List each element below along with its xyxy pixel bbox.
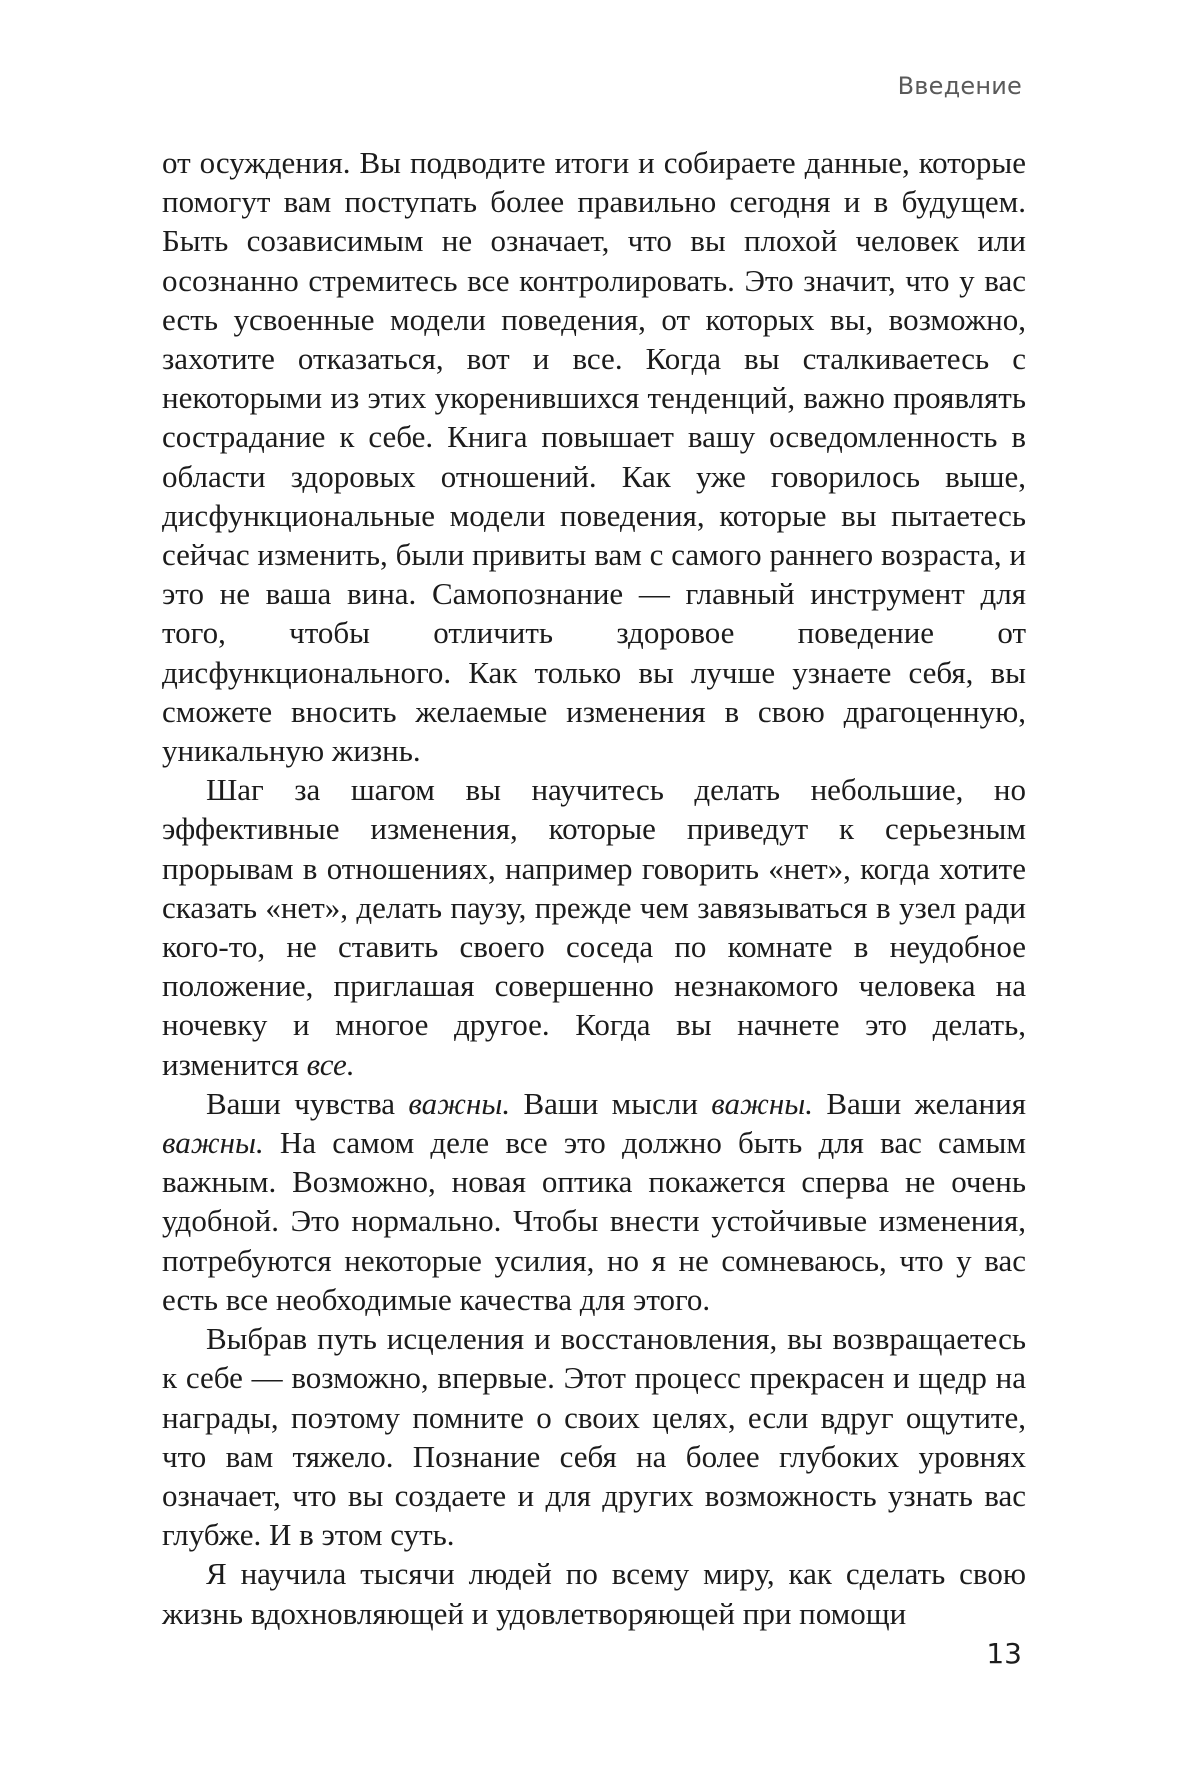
paragraph-2-emphasis: все. [306,1046,355,1082]
paragraph-3-emphasis-3: важны. [162,1125,264,1161]
paragraph-4: Выбрав путь исцеления и восстановления, вы возвращаетесь к себе — возможно, впервые. Этот процесс прекрасен и щедр на награды, поэтому помните о своих целях, если вдруг ощутите, что вам тяжело. Познание себя на более глубоких уровнях означает, что вы создаете и для других возможность узнать вас глубже. И в этом суть. [162,1321,1026,1553]
paragraph-5: Я научила тысячи людей по всему миру, как сделать свою жизнь вдохновляющей и удовлетворяющей при помощи [162,1556,1026,1631]
paragraph-3-part-2: Ваши мысли [510,1085,712,1121]
paragraph-3-emphasis-2: важны. [711,1085,813,1121]
paragraph-3-emphasis-1: важны. [408,1085,511,1121]
paragraph-3-part-3: Ваши желания [813,1085,1026,1121]
paragraph-2 [162,770,1026,1084]
running-header: Введение [897,72,1022,100]
paragraph-3-part-1: Ваши чувства [206,1085,409,1121]
body-text [162,143,1026,1633]
page-number: 13 [986,1637,1022,1670]
paragraph-3-part-4: На самом деле все это должно быть для вас самым важным. Возможно, новая оптика покажется сперва не очень удобной. Это нормально. Чтобы внести устойчивые изменения, потребуются некоторые усилия, но я не сомневаюсь, что у вас есть все необходимые качества для этого. [162,1125,1026,1317]
paragraph-1: от осуждения. Вы подводите итоги и собираете данные, которые помогут вам поступать более правильно сегодня и в будущем. Быть созависимым не означает, что вы плохой человек или осознанно стремитесь все контролировать. Это значит, что у вас есть усвоенные модели поведения, от которых вы, возможно, захотите отказаться, вот и все. Когда вы сталкиваетесь с некоторыми из этих укоренившихся тенденций, важно проявлять сострадание к себе. Книга повышает вашу осведомленность в области здоровых отношений. Как уже говорилось выше, дисфункциональные модели поведения, которые вы пытаетесь сейчас изменить, были привиты вам с самого раннего возраста, и это не ваша вина. Самопознание — главный инструмент для того, чтобы отличить здоровое поведение от дисфункционального. Как только вы лучше узнаете себя, вы сможете вносить желаемые изменения в свою драгоценную, уникальную жизнь. [162,145,1026,769]
paragraph-3 [162,1084,1026,1319]
paragraph-2-text: Шаг за шагом вы научитесь делать небольшие, но эффективные изменения, которые приведут к серьезным прорывам в отношениях, например говорить «нет», когда хотите сказать «нет», делать паузу, прежде чем завязываться в узел ради кого-то, не ставить своего соседа по комнате в неудобное положение, приглашая совершенно незнакомого человека на ночевку и многое другое. Когда вы начнете это делать, изменится [162,772,1026,1082]
